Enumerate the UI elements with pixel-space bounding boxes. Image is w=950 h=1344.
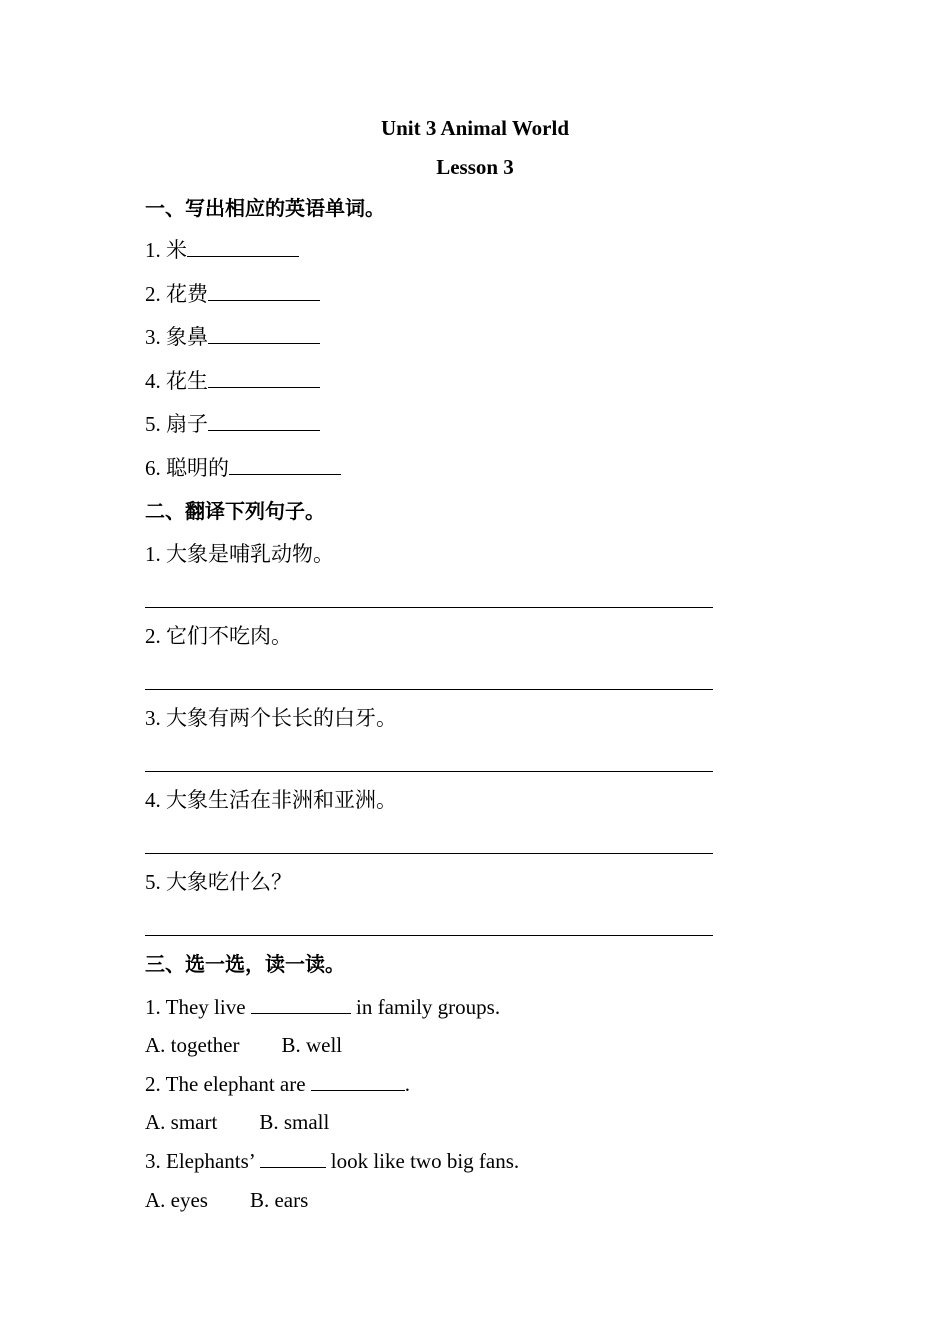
item-number: 4. (145, 788, 161, 812)
vocab-item (145, 454, 341, 482)
answer-blank[interactable] (311, 1072, 405, 1091)
answer-blank[interactable] (208, 325, 320, 344)
option-b[interactable]: B. ears (249, 1188, 309, 1212)
page-title: Unit 3 Animal World (380, 116, 570, 140)
option-b[interactable]: B. small (259, 1110, 330, 1134)
item-text: 象鼻 (166, 325, 208, 349)
question-text-after: . (404, 1072, 411, 1096)
item-number: 1. (145, 238, 161, 262)
answer-blank[interactable] (251, 995, 351, 1014)
item-text: 扇子 (166, 412, 208, 436)
answer-line[interactable] (145, 771, 713, 772)
question-text-after: in family groups. (350, 995, 501, 1019)
item-text: 它们不吃肉。 (166, 624, 292, 648)
vocab-item (145, 410, 320, 438)
option-b[interactable]: B. well (281, 1033, 343, 1057)
vocab-item (145, 236, 299, 264)
choice-question (145, 1147, 519, 1175)
answer-line[interactable] (145, 853, 713, 854)
item-number: 5. (145, 412, 161, 436)
item-number: 3. (145, 706, 161, 730)
answer-blank[interactable] (260, 1149, 326, 1168)
answer-line[interactable] (145, 935, 713, 936)
page-subtitle: Lesson 3 (436, 155, 514, 179)
item-number: 4. (145, 369, 161, 393)
answer-blank[interactable] (208, 282, 320, 301)
item-number: 2. (145, 282, 161, 306)
item-text: 大象生活在非洲和亚洲。 (166, 788, 397, 812)
item-text: 大象有两个长长的白牙。 (166, 706, 397, 730)
option-a[interactable]: A. eyes (145, 1188, 208, 1212)
choice-question (145, 1070, 410, 1098)
choice-question (145, 993, 500, 1021)
answer-blank[interactable] (208, 412, 320, 431)
option-a[interactable]: A. smart (145, 1110, 218, 1134)
question-text-before: 2. The elephant are (145, 1072, 311, 1096)
item-number: 6. (145, 456, 161, 480)
item-text: 花费 (166, 282, 208, 306)
translate-item (145, 622, 292, 650)
option-a[interactable]: A. together (145, 1033, 240, 1057)
section2-heading: 二、翻译下列句子。 (145, 499, 325, 523)
vocab-item (145, 323, 320, 351)
item-text: 米 (166, 238, 187, 262)
answer-line[interactable] (145, 607, 713, 608)
choice-options (145, 1108, 329, 1136)
choice-options (145, 1186, 308, 1214)
item-text: 大象是哺乳动物。 (166, 542, 334, 566)
section3-heading: 三、选一选，读一读。 (145, 952, 345, 976)
vocab-item (145, 280, 320, 308)
answer-line[interactable] (145, 689, 713, 690)
answer-blank[interactable] (229, 456, 341, 475)
section1-heading: 一、写出相应的英语单词。 (145, 196, 385, 220)
translate-item (145, 786, 397, 814)
item-number: 2. (145, 624, 161, 648)
translate-item (145, 540, 334, 568)
vocab-item (145, 367, 320, 395)
answer-blank[interactable] (187, 238, 299, 257)
question-text-before: 3. Elephants’ (145, 1149, 260, 1173)
answer-blank[interactable] (208, 369, 320, 388)
question-text-after: look like two big fans. (325, 1149, 520, 1173)
choice-options (145, 1031, 342, 1059)
item-text: 大象吃什么？ (166, 870, 292, 894)
question-text-before: 1. They live (145, 995, 251, 1019)
item-number: 3. (145, 325, 161, 349)
item-text: 花生 (166, 369, 208, 393)
item-number: 5. (145, 870, 161, 894)
item-text: 聪明的 (166, 456, 229, 480)
translate-item (145, 868, 292, 896)
item-number: 1. (145, 542, 161, 566)
translate-item (145, 704, 397, 732)
